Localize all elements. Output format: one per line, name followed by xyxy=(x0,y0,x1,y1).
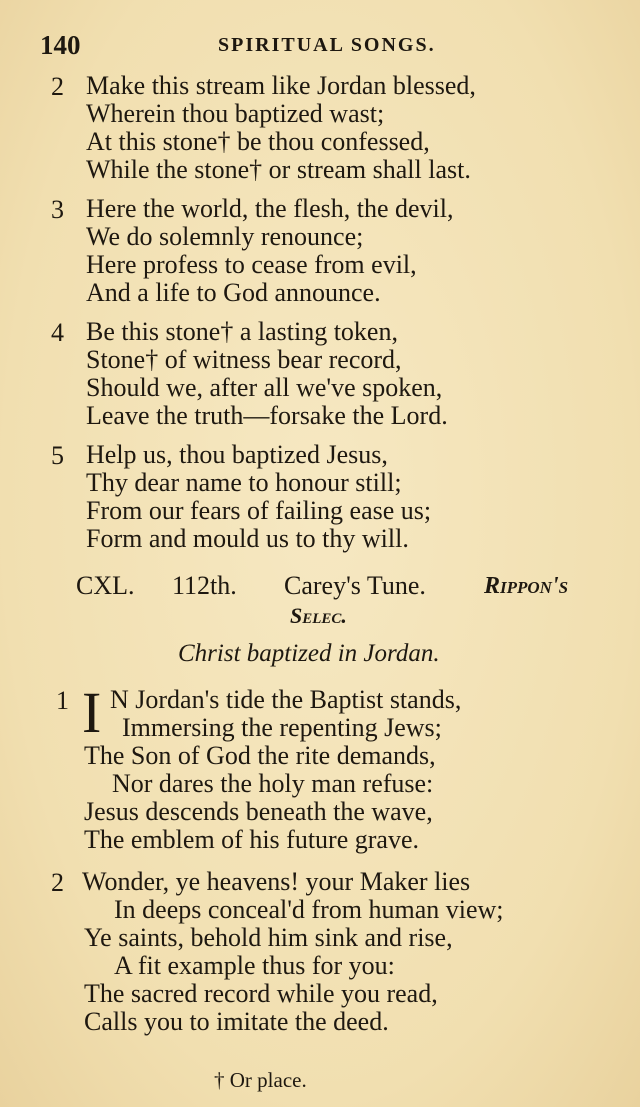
drop-cap: I xyxy=(82,680,102,745)
hymn-subtitle: Christ baptized in Jordan. xyxy=(178,640,440,667)
running-header xyxy=(40,30,620,60)
verse-line: Wherein thou baptized wast; xyxy=(86,99,385,128)
verse-line: Immersing the repenting Jews; xyxy=(122,713,442,742)
verse-line: The Son of God the rite demands, xyxy=(84,741,436,770)
stanza-number: 3 xyxy=(51,195,64,224)
verse-line: Jesus descends beneath the wave, xyxy=(84,797,433,826)
verse-line: And a life to God announce. xyxy=(86,278,381,307)
stanza-number: 1 xyxy=(56,686,69,715)
verse-line: Wonder, ye heavens! your Maker lies xyxy=(82,867,471,896)
verse-line: The sacred record while you read, xyxy=(84,979,438,1008)
stanza-number: 2 xyxy=(51,72,64,101)
running-title: SPIRITUAL SONGS. xyxy=(218,34,436,56)
verse-line: In deeps conceal'd from human view; xyxy=(114,895,504,924)
verse-line: Nor dares the holy man refuse: xyxy=(112,769,434,798)
verse-line: At this stone† be thou confessed, xyxy=(86,127,430,156)
verse-line: While the stone† or stream shall last. xyxy=(86,155,471,184)
footnote: † Or place. xyxy=(214,1068,307,1092)
verse-line: Ye saints, behold him sink and rise, xyxy=(84,923,453,952)
verse-line: We do solemnly renounce; xyxy=(86,222,364,251)
verse-line: A fit example thus for you: xyxy=(114,951,395,980)
hymn-number: CXL. xyxy=(76,571,135,600)
verse-line: From our fears of failing ease us; xyxy=(86,496,432,525)
stanza-number: 4 xyxy=(51,318,64,347)
verse-line: Leave the truth—forsake the Lord. xyxy=(86,401,448,430)
hymn-source-cont: Selec. xyxy=(290,603,347,628)
verse-line: Help us, thou baptized Jesus, xyxy=(86,440,388,469)
verse-line: Be this stone† a lasting token, xyxy=(86,317,398,346)
verse-line: Should we, after all we've spoken, xyxy=(86,373,443,402)
verse-line: Make this stream like Jordan blessed, xyxy=(86,71,476,100)
hymn-tune: Carey's Tune. xyxy=(284,571,426,600)
hymn-header xyxy=(0,570,640,630)
verse-line: Thy dear name to honour still; xyxy=(86,468,402,497)
page-number: 140 xyxy=(40,30,81,60)
verse-line: Stone† of witness bear record, xyxy=(86,345,402,374)
verse-line: Here profess to cease from evil, xyxy=(86,250,417,279)
verse-line: Calls you to imitate the deed. xyxy=(84,1007,389,1036)
stanza-number: 2 xyxy=(51,868,64,897)
hymn-meter: 112th. xyxy=(172,571,237,600)
stanza-number: 5 xyxy=(51,441,64,470)
verse-line: Form and mould us to thy will. xyxy=(86,524,409,553)
verse-line: Here the world, the flesh, the devil, xyxy=(86,194,454,223)
verse-line: The emblem of his future grave. xyxy=(84,825,419,854)
hymn-source: Rippon's xyxy=(484,573,569,599)
verse-line: N Jordan's tide the Baptist stands, xyxy=(110,685,462,714)
